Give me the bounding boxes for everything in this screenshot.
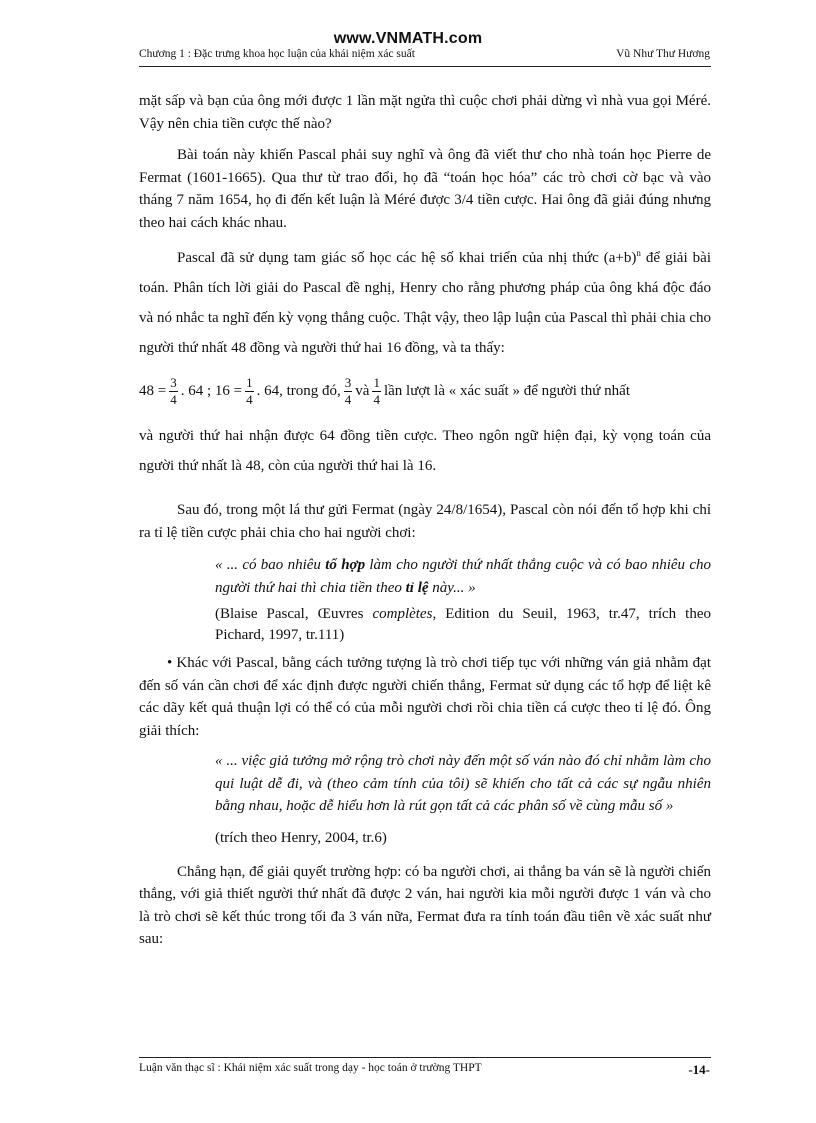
site-url: www.VNMATH.com <box>333 30 483 47</box>
quote-pascal-bold-2: tỉ lệ <box>405 579 429 596</box>
formula-text-5: lần lượt là « xác suất » để người thứ nhất <box>383 382 630 399</box>
fraction-3-4-a <box>169 375 178 408</box>
fraction-denominator: 4 <box>344 391 352 407</box>
quote-pascal-part-a: « ... có bao nhiêu <box>215 557 326 573</box>
fraction-denominator: 4 <box>246 391 253 407</box>
header-divider <box>139 66 711 67</box>
fraction-denominator: 4 <box>170 391 177 407</box>
paragraph-2: Bài toán này khiến Pascal phải suy nghĩ và ông đã viết thư cho nhà toán học Pierre de Fermat (1601-1665). Qua thư từ trao đổi, họ đã “toán học hóa” các trò chơi cờ bạc và vào tháng 7 năm 1654, họ đi đến kết luận là Méré được 3/4 tiền cược. Hai ông đã giải đúng nhưng theo hai cách khác nhau. <box>139 147 711 231</box>
page-body <box>139 90 711 951</box>
fraction-1-4-a <box>245 375 254 408</box>
author-name: Vũ Như Thư Hương <box>616 48 710 60</box>
formula-text-4: và <box>355 382 370 399</box>
quote-pascal-part-c: làm cho người thứ nhất thắng cuộc và có bao nhiêu cho người thứ hai thì chia tiền theo <box>215 557 711 596</box>
citation-pascal-part-b: , Edition du Seuil, 1963, tr.47, trích theo Pichard, 1997, tr.111) <box>215 606 711 643</box>
exponent-n: n <box>636 248 641 258</box>
paragraph-5: Sau đó, trong một lá thư gửi Fermat (ngày 24/8/1654), Pascal còn nói đến tổ hợp khi chỉ ra tỉ lệ tiền cược phải chia cho hai người chơi: <box>139 502 711 541</box>
quote-pascal-part-d: này... » <box>428 579 476 596</box>
formula-text-1: 48 = <box>139 382 167 399</box>
formula-line <box>139 363 711 419</box>
fraction-numerator: 3 <box>344 374 352 390</box>
fraction-numerator: 1 <box>246 374 253 390</box>
fraction-numerator: 1 <box>373 374 380 390</box>
formula-text-2: . 64 ; 16 = <box>180 382 243 399</box>
chapter-title: Chương 1 : Đặc trưng khoa học luận của khái niệm xác suất <box>139 48 415 60</box>
paragraph-3-part-a: Pascal đã sử dụng tam giác số học các hệ số khai triển của nhị thức (a+b) <box>177 250 637 266</box>
citation-pascal-italic: complètes <box>372 606 433 622</box>
paragraph-1: mặt sấp và bạn của ông mới được 1 lần mặt ngửa thì cuộc chơi phải dừng vì nhà vua gọi Méré. Vậy nên chia tiền cược thế nào? <box>139 93 711 132</box>
citation-pascal-part-a: (Blaise Pascal, Œuvres <box>215 606 373 622</box>
paragraph-3 <box>139 243 711 363</box>
citation-henry: (trích theo Henry, 2004, tr.6) <box>215 829 387 846</box>
paragraph-7: Chẳng hạn, để giải quyết trường hợp: có ba người chơi, ai thắng ba ván sẽ là người chiến thắng, với giả thiết người thứ nhất đã được 2 ván, hai người kia mỗi người được 1 ván và cho là trò chơi sẽ kết thúc trong tối đa 3 ván nữa, Fermat đưa ra tính toán đầu tiên về xác suất như sau: <box>139 863 711 947</box>
fraction-1-4-b <box>372 375 381 408</box>
fraction-denominator: 4 <box>373 391 380 407</box>
fraction-numerator: 3 <box>170 374 177 390</box>
page-number: -14- <box>688 1062 710 1077</box>
citation-pascal <box>215 604 711 646</box>
formula-text-3: . 64, trong đó, <box>256 382 341 399</box>
paragraph-6: • Khác với Pascal, bằng cách tưởng tượng là trò chơi tiếp tục với những ván giả nhằm đạt đến số ván cần chơi để xác định được người chiến thắng, Fermat sử dụng các tổ hợp để liệt kê các dãy kết quả thuận lợi có thể có của mỗi người chơi rồi chia tiền cá cược theo tỉ lệ đó. Ông giải thích: <box>139 655 711 739</box>
fraction-3-4-b <box>344 375 353 408</box>
paragraph-4: và người thứ hai nhận được 64 đồng tiền cược. Theo ngôn ngữ hiện đại, kỳ vọng toán của người thứ nhất là 48, còn của người thứ hai là 16. <box>139 428 711 474</box>
quote-fermat: « ... việc giả tưởng mở rộng trò chơi này đến một số ván nào đó chỉ nhằm làm cho qui luật dễ đi, và (theo cảm tính của tôi) sẽ khiến cho tất cả các sự ngẫu nhiên bằng nhau, hoặc dễ hiểu hơn là rút gọn tất cả các phân số về cùng mẫu số » <box>215 753 711 814</box>
thesis-title: Luận văn thạc sĩ : Khái niệm xác suất trong dạy - học toán ở trường THPT <box>139 1062 482 1074</box>
paragraph-3-part-b: để giải bài toán. Phân tích lời giải do Pascal đề nghị, Henry cho rằng phương pháp của ông khá độc đáo và nó nhắc ta nghĩ đến kỳ vọng thắng cuộc. Thật vậy, theo lập luận của Pascal thì phải chia cho người thứ nhất 48 đồng và người thứ hai 16 đồng, và ta thấy: <box>139 250 711 356</box>
footer-divider <box>139 1057 711 1058</box>
quote-pascal <box>215 554 711 599</box>
quote-pascal-bold-1: tổ hợp <box>325 557 366 573</box>
